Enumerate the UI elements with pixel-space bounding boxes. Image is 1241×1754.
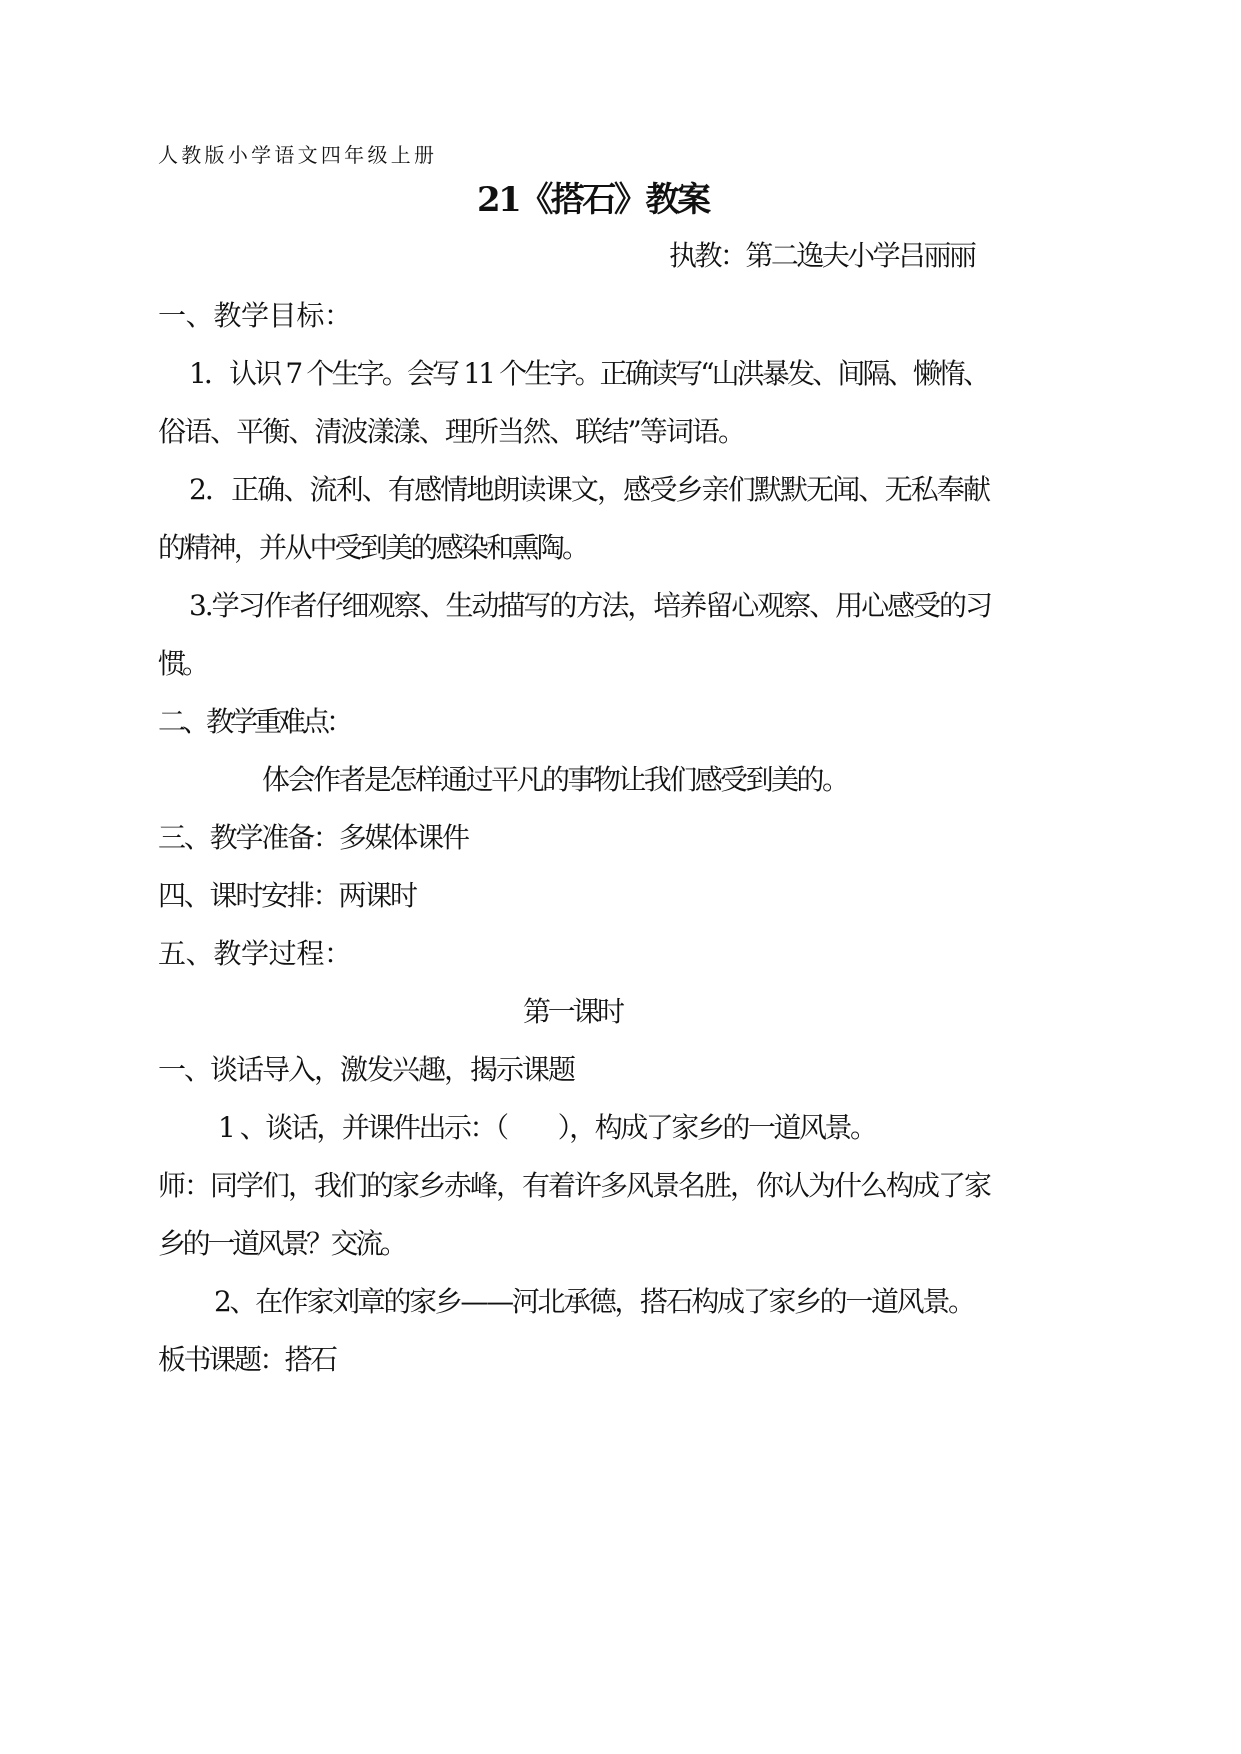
section-heading-key-points: 二、教学重难点： [158,705,351,738]
teacher-line-1: 师：同学们，我们的家乡赤峰，有着许多风景名胜，你认为什么构成了家 [158,1169,990,1202]
teacher-line-2: 乡的一道风景？交流。 [158,1227,405,1260]
lesson-heading: 第一课时 [523,995,622,1028]
section-heading-process: 五、教学过程： [158,937,352,970]
board-title: 板书课题：搭石 [158,1343,336,1376]
section-heading-goals: 一、教学目标： [158,299,352,332]
author-line: 执教：第二逸夫小学吕丽丽 [669,239,975,272]
key-points-body: 体会作者是怎样通过平凡的事物让我们感受到美的。 [262,763,848,796]
goal-1-line-2: 俗语、平衡、清波漾漾、理所当然、联结”等词语。 [158,415,745,448]
goal-2-line-1: 2．正确、流利、有感情地朗读课文，感受乡亲们默默无闻、无私奉献 [189,473,990,506]
document-title: 21《搭石》教案 [477,180,709,220]
document-header: 人教版小学语文四年级上册 [158,143,438,167]
step-1-heading: 一、谈话导入，激发兴趣，揭示课题 [158,1053,574,1086]
step-1-item-1: 1 、谈话，并课件出示：（ ），构成了家乡的一道风景。 [218,1111,876,1144]
section-schedule: 四、课时安排：两课时 [158,879,416,912]
goal-1-line-1: 1．认识 7 个生字。会写 11 个生字。正确读写“山洪暴发、间隔、懒惰、 [189,357,989,390]
goal-3-line-1: 3.学习作者仔细观察、生动描写的方法，培养留心观察、用心感受的习 [189,589,991,622]
goal-2-line-2: 的精神，并从中受到美的感染和熏陶。 [158,531,588,564]
section-preparation: 三、教学准备：多媒体课件 [158,821,468,854]
goal-3-line-2: 惯。 [158,647,207,680]
step-1-item-2: 2、在作家刘章的家乡——河北承德，搭石构成了家乡的一道风景。 [214,1285,974,1318]
